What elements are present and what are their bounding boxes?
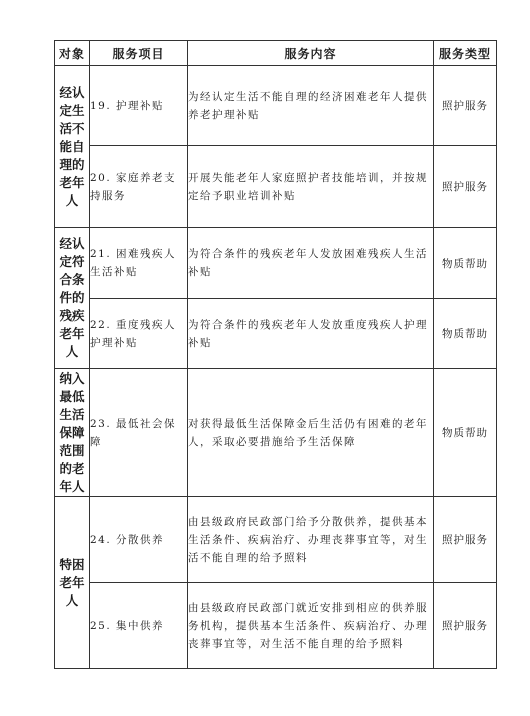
table-row <box>55 228 497 299</box>
group-object: 经认定符合条件的残疾老年人 <box>55 228 90 369</box>
service-type: 物质帮助 <box>434 299 497 369</box>
table-row <box>55 299 497 369</box>
service-content: 由县级政府民政部门就近安排到相应的供养服务机构，提供基本生活条件、疾病治疗、办理丧葬事宜等，对生活不能自理的给予照料 <box>188 583 434 669</box>
service-content: 为经认定生活不能自理的经济困难老年人提供养老护理补贴 <box>188 66 434 146</box>
table-row <box>55 369 497 497</box>
table-row <box>55 66 497 146</box>
service-content: 对获得最低生活保障金后生活仍有困难的老年人，采取必要措施给予生活保障 <box>188 369 434 497</box>
group-object: 经认定生活不能自理的老年人 <box>55 66 90 228</box>
service-item: 22. 重度残疾人护理补贴 <box>90 299 188 369</box>
service-item: 21. 困难残疾人生活补贴 <box>90 228 188 299</box>
header-item: 服务项目 <box>90 41 188 66</box>
service-item: 25. 集中供养 <box>90 583 188 669</box>
service-type: 物质帮助 <box>434 228 497 299</box>
services-table <box>54 40 497 669</box>
table-header-row <box>55 41 497 66</box>
header-object: 对象 <box>55 41 90 66</box>
service-item: 19. 护理补贴 <box>90 66 188 146</box>
service-item: 20. 家庭养老支持服务 <box>90 146 188 228</box>
header-content: 服务内容 <box>188 41 434 66</box>
service-type: 照护服务 <box>434 66 497 146</box>
table-row <box>55 146 497 228</box>
group-object: 纳入最低生活保障范围的老年人 <box>55 369 90 497</box>
service-content: 开展失能老年人家庭照护者技能培训，并按规定给予职业培训补贴 <box>188 146 434 228</box>
service-type: 物质帮助 <box>434 369 497 497</box>
service-type: 照护服务 <box>434 497 497 583</box>
service-item: 23. 最低社会保障 <box>90 369 188 497</box>
service-type: 照护服务 <box>434 146 497 228</box>
group-object: 特困老年人 <box>55 497 90 669</box>
header-type: 服务类型 <box>434 41 497 66</box>
table-row <box>55 583 497 669</box>
table-row <box>55 497 497 583</box>
service-item: 24. 分散供养 <box>90 497 188 583</box>
service-type: 照护服务 <box>434 583 497 669</box>
service-content: 为符合条件的残疾老年人发放重度残疾人护理补贴 <box>188 299 434 369</box>
service-content: 由县级政府民政部门给予分散供养，提供基本生活条件、疾病治疗、办理丧葬事宜等，对生活不能自理的给予照料 <box>188 497 434 583</box>
service-content: 为符合条件的残疾老年人发放困难残疾人生活补贴 <box>188 228 434 299</box>
